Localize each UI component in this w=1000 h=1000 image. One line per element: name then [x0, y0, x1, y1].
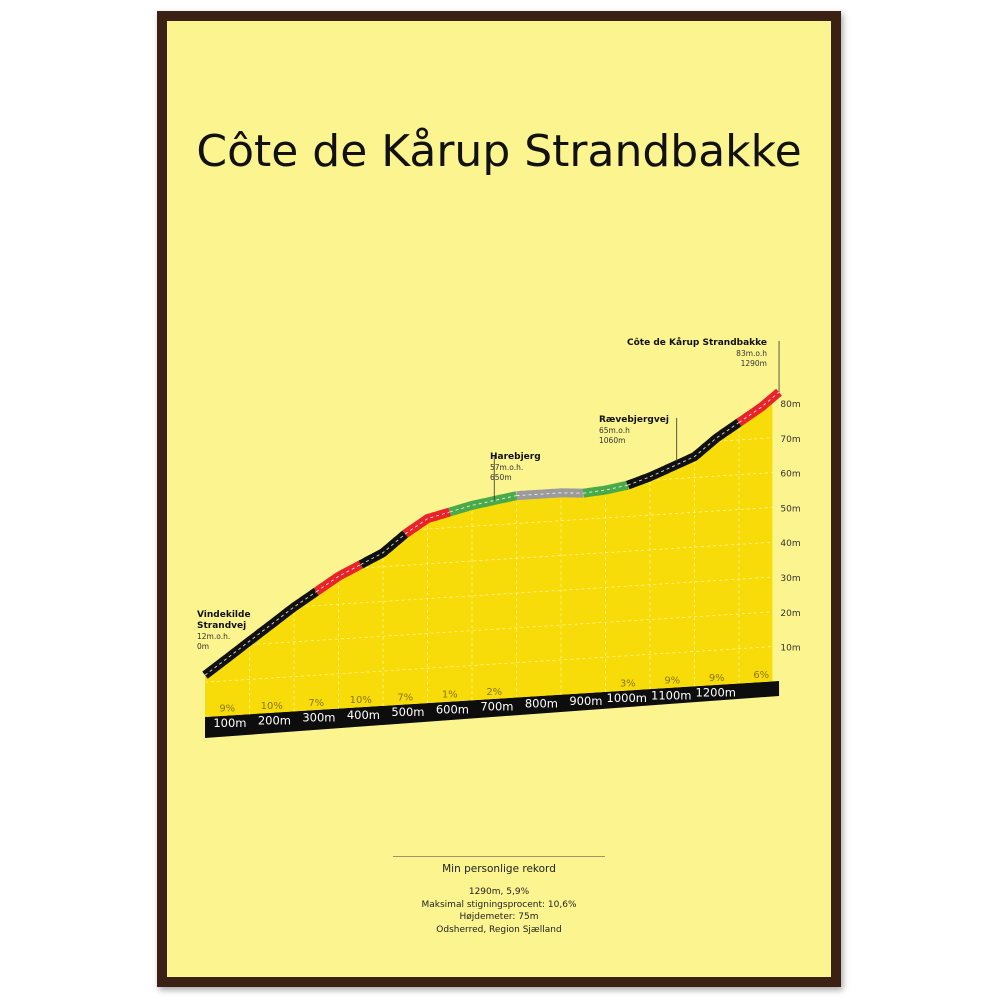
stats-line-elevation-gain: Højdemeter: 75m	[459, 912, 539, 922]
stats-line-distance: 1290m, 5,9%	[468, 887, 530, 897]
distance-label: 400m	[346, 707, 380, 722]
waypoint-name: Vindekilde	[197, 610, 251, 620]
grade-label: 2%	[486, 686, 503, 698]
elevation-label: 40m	[780, 539, 801, 550]
grade-label: 6%	[753, 670, 770, 682]
waypoint-distance: 650m	[490, 473, 512, 482]
elevation-label: 50m	[780, 504, 801, 515]
distance-label: 600m	[435, 702, 469, 717]
distance-label: 900m	[569, 693, 603, 708]
stats-divider	[393, 856, 605, 857]
distance-label: 200m	[257, 713, 291, 728]
distance-label: 100m	[213, 716, 247, 731]
waypoint-elevation: 83m.o.h	[736, 349, 767, 358]
stats-header: Min personlige rekord	[442, 863, 556, 875]
waypoint-name: Harebjerg	[490, 452, 541, 462]
waypoint-distance: 1290m	[740, 359, 767, 368]
elevation-label: 10m	[780, 643, 801, 654]
stats-block	[167, 863, 831, 936]
elevation-label: 70m	[780, 434, 801, 445]
distance-label: 800m	[524, 696, 558, 711]
elevation-label: 20m	[780, 608, 801, 619]
poster	[167, 21, 831, 977]
distance-label: 700m	[480, 699, 514, 714]
elevation-label: 60m	[780, 469, 801, 480]
waypoint-elevation: 57m.o.h.	[490, 463, 524, 472]
waypoint-name: Strandvej	[197, 621, 247, 631]
stats-line-max-grade: Maksimal stigningsprocent: 10,6%	[421, 899, 577, 910]
poster-title: Côte de Kårup Strandbakke	[196, 126, 802, 177]
distance-label: 300m	[302, 710, 336, 725]
waypoint-distance: 0m	[197, 642, 210, 651]
distance-label: 1200m	[695, 685, 736, 700]
waypoint-elevation: 12m.o.h.	[197, 632, 231, 641]
grade-label: 9%	[708, 672, 725, 684]
stats-line-region: Odsherred, Region Sjælland	[436, 924, 562, 935]
grade-label: 10%	[349, 695, 372, 707]
grade-label: 9%	[219, 703, 236, 715]
elevation-label: 80m	[780, 400, 801, 411]
waypoint-name: Rævebjergvej	[599, 415, 669, 425]
grade-label: 10%	[260, 700, 283, 712]
waypoint-distance: 1060m	[599, 436, 626, 445]
distance-label: 1000m	[606, 691, 647, 706]
elevation-label: 30m	[780, 574, 801, 585]
distance-label: 1100m	[651, 688, 692, 703]
grade-label: 9%	[664, 675, 681, 687]
grade-label: 3%	[619, 678, 636, 690]
waypoint-name: Côte de Kårup Strandbakke	[627, 338, 767, 348]
waypoint-elevation: 65m.o.h	[599, 426, 630, 435]
grade-label: 1%	[441, 689, 458, 701]
elevation-profile-chart	[167, 21, 831, 821]
grade-label: 7%	[308, 698, 325, 710]
distance-label: 500m	[391, 705, 425, 720]
grade-label: 7%	[397, 692, 414, 704]
